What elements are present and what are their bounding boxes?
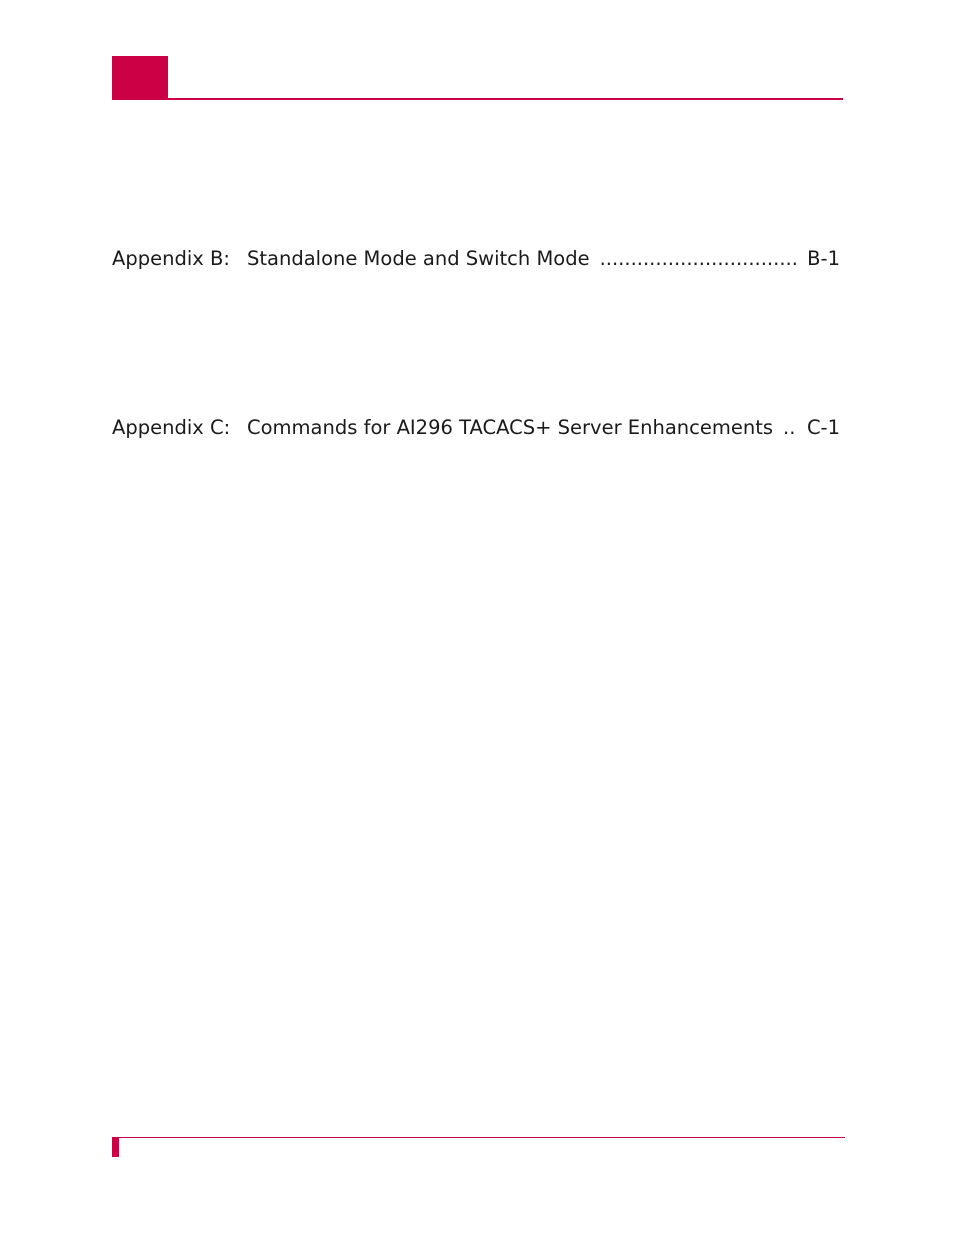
toc-entry-leader: ................................ <box>599 247 798 270</box>
toc-entry-appendix-b[interactable] <box>112 247 840 271</box>
header-accent-block <box>112 56 168 100</box>
toc-entry-page[interactable]: C-1 <box>806 416 840 439</box>
toc-entry-page[interactable]: B-1 <box>807 247 840 270</box>
toc-entry-title[interactable]: Standalone Mode and Switch Mode <box>247 247 590 270</box>
toc-entry-title[interactable]: Commands for AI296 TACACS+ Server Enhancements <box>247 416 774 439</box>
toc-entry-label: Appendix B: <box>112 247 230 270</box>
toc-entry-appendix-c[interactable] <box>112 416 840 440</box>
footer-accent-block <box>112 1137 119 1157</box>
header-rule <box>112 98 843 100</box>
toc-entry-leader: .. <box>783 416 796 439</box>
toc-entry-label: Appendix C: <box>112 416 231 439</box>
footer-rule <box>112 1137 845 1138</box>
